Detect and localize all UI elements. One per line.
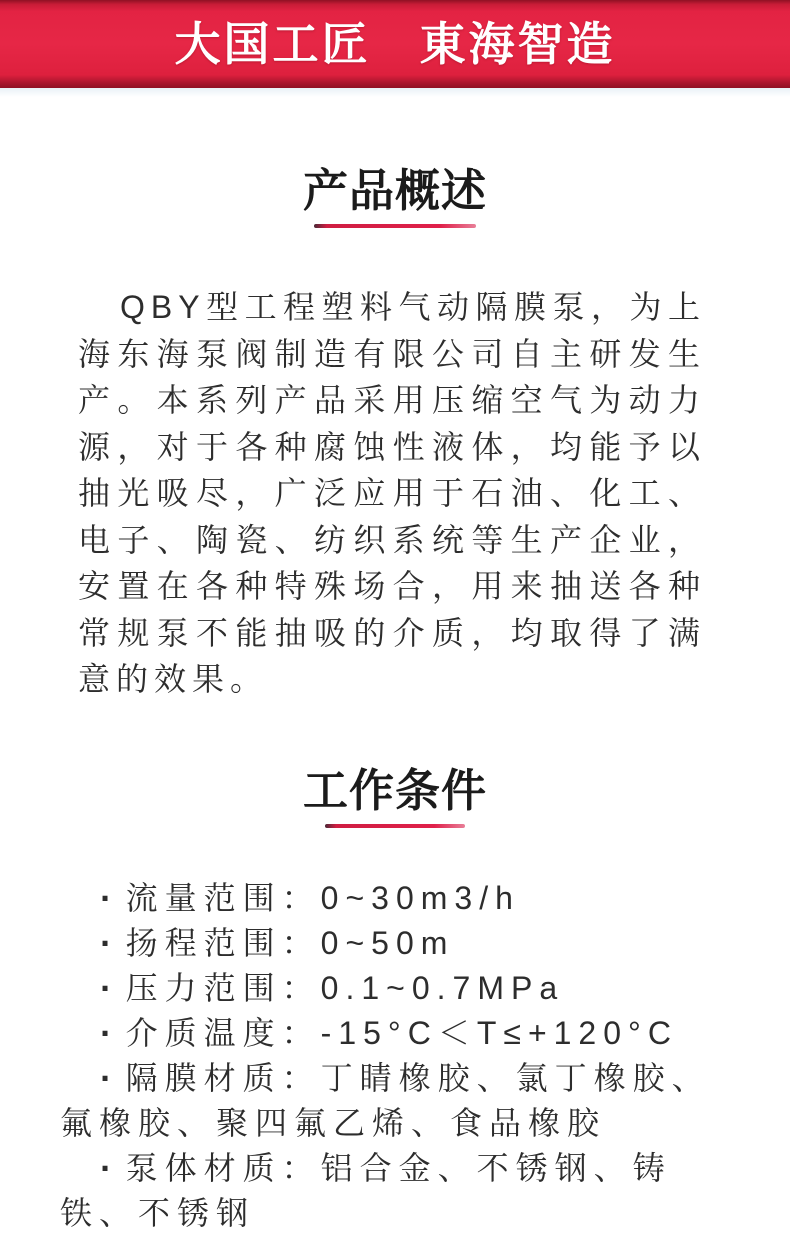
overview-section-title: 产品概述 — [302, 165, 487, 216]
spec-label: 隔膜材质： — [125, 1060, 321, 1096]
spec-value: 0.1~0.7MPa — [320, 970, 565, 1006]
spec-item-diaphragm-material — [60, 1056, 726, 1146]
overview-paragraph: QBY型工程塑料气动隔膜泵，为上海东海泵阀制造有限公司自主研发生产。本系列产品采用压缩空气为动力源，对于各种腐蚀性液体，均能予以抽光吸尽，广泛应用于石油、化工、电子、陶瓷、纺织系统等生产企业，安置在各种特殊场合，用来抽送各种常规泵不能抽吸的介质，均取得了满意的效果。 — [78, 289, 706, 698]
overview-title-underline — [314, 224, 476, 228]
bullet-icon: · — [100, 968, 120, 1008]
spec-item-head-range — [60, 921, 726, 966]
conditions-section — [0, 703, 790, 1236]
spec-value: 0~50m — [320, 925, 455, 961]
spec-label: 扬程范围： — [125, 925, 321, 961]
spec-item-pressure-range — [60, 966, 726, 1011]
overview-section — [0, 97, 790, 703]
spec-value: 0~30m3/h — [320, 880, 520, 916]
banner-bottom-strip — [0, 88, 790, 97]
bullet-icon: · — [100, 1013, 120, 1053]
spec-item-flow-range — [60, 876, 726, 921]
spec-label: 泵体材质： — [125, 1150, 321, 1186]
spec-value: -15°C＜T≤+120°C — [320, 1015, 678, 1051]
spec-label: 流量范围： — [125, 880, 321, 916]
spec-item-pump-body-material — [60, 1146, 726, 1236]
spec-label: 压力范围： — [125, 970, 321, 1006]
bullet-icon: · — [100, 1058, 120, 1098]
bullet-icon: · — [100, 1148, 120, 1188]
spec-item-medium-temperature — [60, 1011, 726, 1056]
spec-value: 铝合金、不锈钢、铸铁、不锈钢 — [60, 1150, 672, 1231]
spec-value: 丁睛橡胶、氯丁橡胶、氟橡胶、聚四氟乙烯、食品橡胶 — [60, 1060, 711, 1141]
banner-title: 大国工匠 東海智造 — [174, 18, 616, 70]
conditions-title-underline — [325, 824, 465, 828]
bullet-icon: · — [100, 923, 120, 963]
conditions-section-title: 工作条件 — [302, 764, 487, 816]
top-banner — [0, 0, 790, 88]
bullet-icon: · — [100, 878, 120, 918]
spec-label: 介质温度： — [125, 1015, 321, 1051]
spec-list — [60, 876, 726, 1236]
